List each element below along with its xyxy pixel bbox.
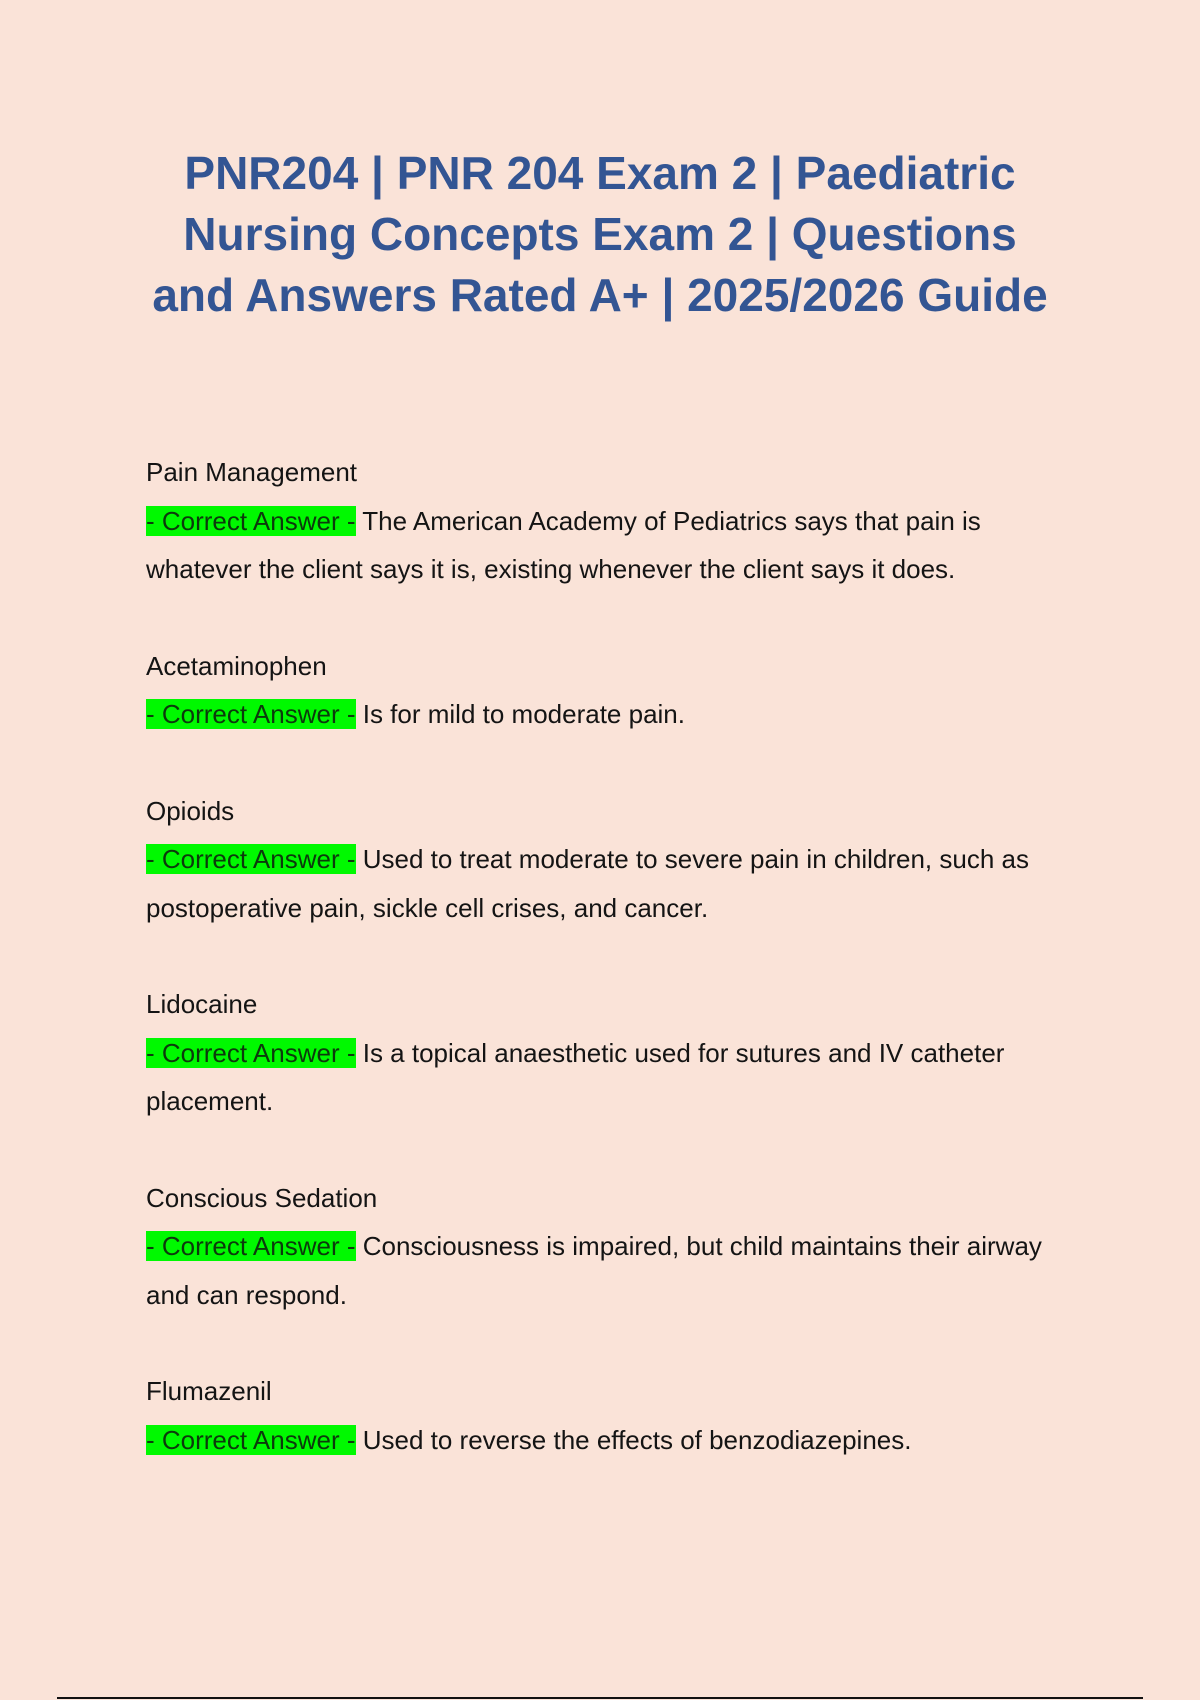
- question-term: Lidocaine: [146, 989, 258, 1019]
- qa-item-opioids: [146, 787, 1086, 933]
- correct-answer-badge: - Correct Answer -: [146, 505, 356, 536]
- question-term: Acetaminophen: [146, 650, 327, 681]
- qa-item-lidocaine: [146, 980, 1086, 1126]
- correct-answer-badge: - Correct Answer -: [146, 1424, 356, 1455]
- answer-line: [146, 835, 1086, 932]
- answer-text: Used to treat moderate to severe pain in children, such as postoperative pain, sickle cell crises, and cancer.: [146, 844, 1029, 923]
- correct-answer-badge: - Correct Answer -: [146, 699, 356, 729]
- question-term: Flumazenil: [146, 1376, 272, 1406]
- correct-answer-badge: - Correct Answer -: [146, 1231, 356, 1261]
- footer-divider: [57, 1697, 1143, 1699]
- answer-text: Used to reverse the effects of benzodiazepines.: [362, 1424, 912, 1455]
- qa-list: [146, 448, 1086, 1512]
- question-term: Pain Management: [146, 457, 358, 487]
- qa-item-acetaminophen: [146, 642, 1086, 739]
- document-title: PNR204 | PNR 204 Exam 2 | Paediatric Nursing Concepts Exam 2 | Questions and Answers Rated A+ | 2025/2026 Guide: [152, 147, 1048, 321]
- answer-line: [146, 1029, 1086, 1126]
- correct-answer-badge: - Correct Answer -: [146, 1037, 356, 1068]
- question-term: Opioids: [146, 795, 235, 826]
- answer-line: [146, 497, 1086, 594]
- correct-answer-badge: - Correct Answer -: [146, 844, 356, 874]
- qa-item-conscious-sedation: [146, 1174, 1086, 1320]
- answer-line: [146, 1416, 1086, 1465]
- answer-text: The American Academy of Pediatrics says that pain is whatever the client says it is, existing whenever the client says it does.: [146, 505, 981, 584]
- answer-text: Is a topical anaesthetic used for sutures and IV catheter placement.: [146, 1037, 1005, 1116]
- qa-item-pain-management: [146, 448, 1086, 594]
- answer-line: [146, 1222, 1086, 1319]
- answer-text: Consciousness is impaired, but child maintains their airway and can respond.: [146, 1231, 1042, 1310]
- answer-line: [146, 690, 1086, 739]
- question-term: Conscious Sedation: [146, 1182, 378, 1213]
- qa-item-flumazenil: [146, 1367, 1086, 1464]
- answer-text: Is for mild to moderate pain.: [362, 699, 685, 729]
